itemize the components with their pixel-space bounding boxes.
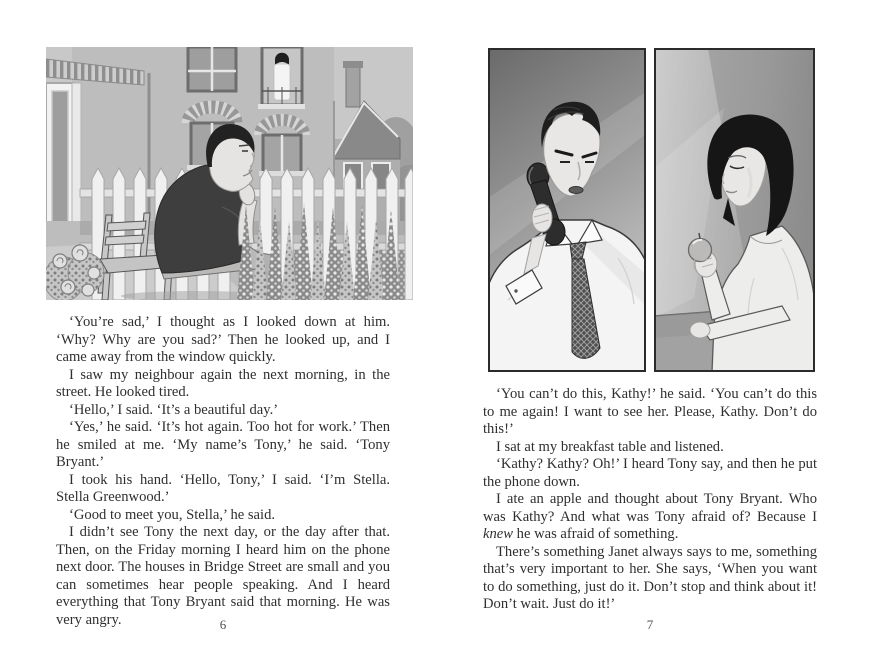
window-with-woman xyxy=(258,47,305,109)
mouth xyxy=(569,187,583,194)
right-illustration-panel-1 xyxy=(488,48,646,372)
paragraph: I saw my neighbour again the next morning, in the street. He looked tired. xyxy=(56,366,390,400)
paragraph: I took his hand. ‘Hello, Tony,’ I said. ‘I’m Stella. Stella Greenwood.’ xyxy=(56,471,390,505)
paragraph: ‘You’re sad,’ I thought as I looked down at him. ‘Why? Why are you sad?’ Then he looked up, and I came away from the window quickly. xyxy=(56,314,390,365)
right-illustration-panel-2 xyxy=(654,48,815,372)
paragraph: There’s something Janet always says to me, something that’s very important to her. She says, ‘When you want to do something, just do it. Don’t stop and think about it! Don’t wait. Just do it!’ xyxy=(483,543,817,612)
left-illustration xyxy=(46,47,413,300)
cufflink xyxy=(514,289,517,292)
left-page-text xyxy=(56,314,390,629)
paragraph: I ate an apple and thought about Tony Bryant. Who was Kathy? And what was Tony afraid of? Because I knew he was afraid of something. xyxy=(483,491,817,542)
chimney xyxy=(346,65,360,107)
apple-stem xyxy=(699,233,700,239)
paragraph: I sat at my breakfast table and listened. xyxy=(496,438,724,455)
right-page-text xyxy=(483,386,817,614)
paragraph: ‘Kathy? Kathy? Oh!’ I heard Tony say, and then he put the phone down. xyxy=(483,456,817,490)
left-page-number: 6 xyxy=(219,617,227,632)
paragraph: ‘Hello,’ I said. ‘It’s a beautiful day.’ xyxy=(69,401,279,418)
tony-on-phone-panel xyxy=(488,48,646,372)
stella-with-apple-panel xyxy=(654,48,815,372)
right-page-number: 7 xyxy=(646,617,654,632)
upper-window xyxy=(188,47,236,91)
paragraph: ‘Yes,’ he said. ‘It’s hot again. Too hot for work.’ Then he smiled at me. ‘My name’s Tony,’ he said. ‘Tony Bryant.’ xyxy=(56,419,390,470)
paragraph: ‘Good to meet you, Stella,’ he said. xyxy=(69,506,276,523)
paragraph: I didn’t see Tony the next day, or the day after that. Then, on the Friday morning I heard him on the phone next door. The houses in Bridge Street are small and you can sometimes hear people speaking. And I heard everything that Tony Bryant said that morning. He was very angry. xyxy=(56,524,390,628)
street-scene-illustration xyxy=(46,47,413,300)
paragraph: ‘You can’t do this, Kathy!’ he said. ‘You can’t do this to me again! I want to see her. Please, Kathy. Don’t do this!’ xyxy=(483,386,817,437)
